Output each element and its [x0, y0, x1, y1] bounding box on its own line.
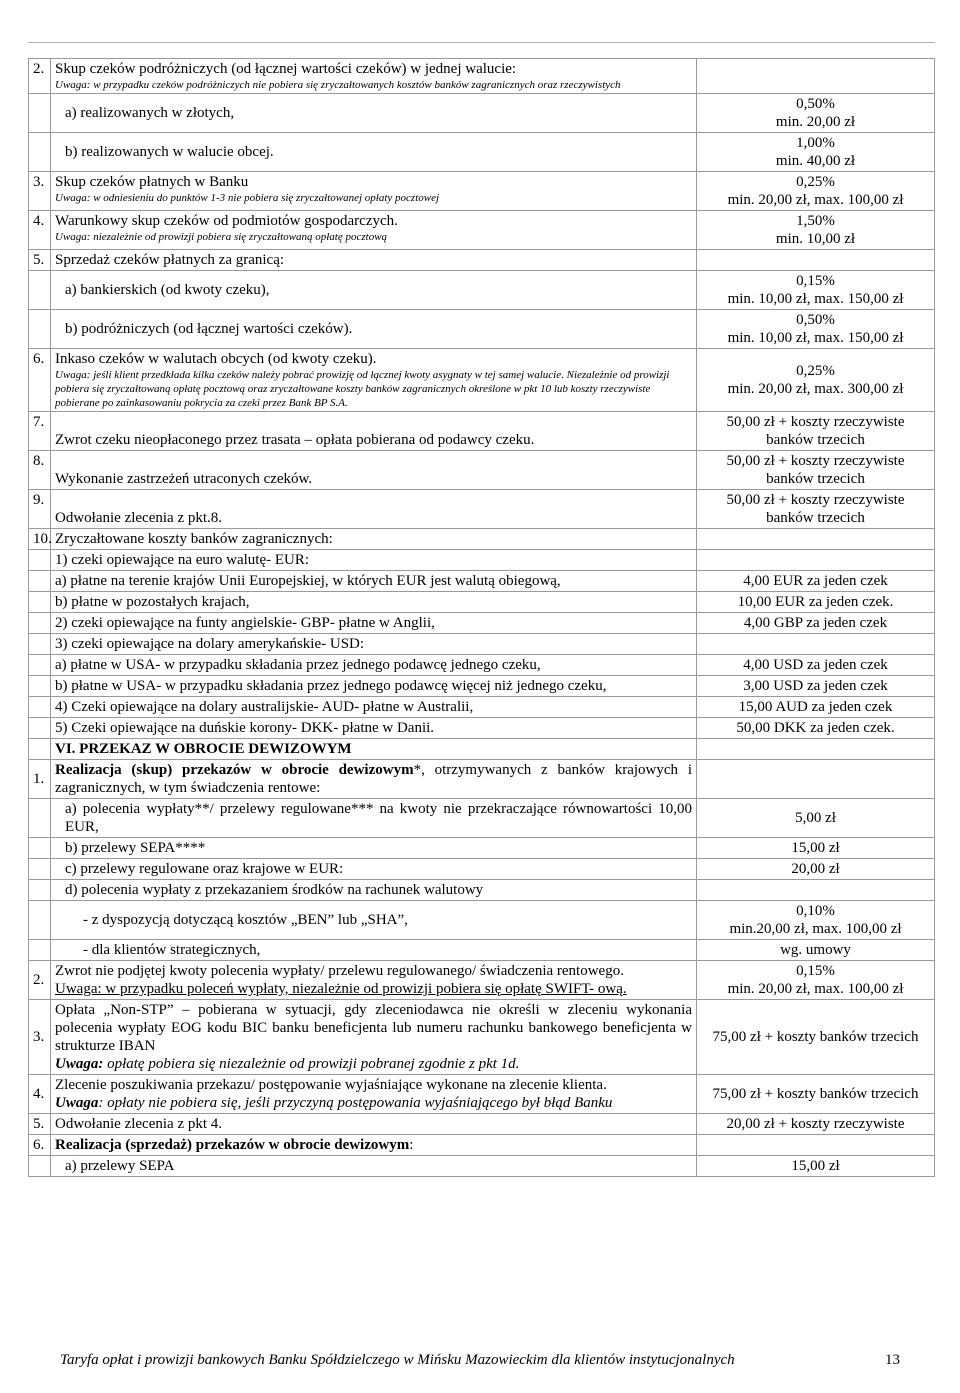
fee-value: 4,00 GBP za jeden czek [697, 613, 935, 634]
table-row [29, 349, 935, 412]
row-title: Skup czeków płatnych w Banku [55, 174, 249, 190]
table-row [29, 133, 935, 172]
fee-value: 4,00 USD za jeden czek [697, 655, 935, 676]
table-row [29, 634, 935, 655]
table-row [29, 592, 935, 613]
row-desc: c) przelewy regulowane oraz krajowe w EUR: [51, 859, 697, 880]
row-desc: a) polecenia wypłaty**/ przelewy regulowane*** na kwoty nie przekraczające równowartości 10,00 EUR, [51, 799, 697, 838]
table-row [29, 310, 935, 349]
row-desc: 4) Czeki opiewające na dolary australijskie- AUD- płatne w Australii, [51, 697, 697, 718]
row-note: opłatę pobiera się niezależnie od prowizji pobranej zgodnie z pkt 1d. [103, 1056, 520, 1072]
row-note: Uwaga: jeśli klient przedkłada kilka czeków należy pobrać prowizję od łącznej kwoty asygnaty w tej samej walucie. Niezależnie od prowizji pobiera się zryczałtowaną opłatę pocztową oraz zryczałtowane koszty banków zagranicznych określone w pkt 10 lub koszty rzeczywiste pobierane po zainkasowaniu pokrycia za czeki przez Bank BP S.A. [55, 369, 670, 409]
fee-value: banków trzecich [766, 432, 865, 448]
fee-value: 4,00 EUR za jeden czek [697, 571, 935, 592]
row-number: 1. [29, 760, 51, 799]
table-row [29, 799, 935, 838]
fee-value: 0,15% [796, 963, 835, 979]
row-desc: a) realizowanych w złotych, [51, 94, 697, 133]
table-row [29, 1075, 935, 1114]
table-row [29, 571, 935, 592]
row-title: Realizacja (skup) przekazów w obrocie dewizowym [55, 762, 414, 778]
fee-value: 50,00 zł + koszty rzeczywiste [726, 414, 905, 430]
fee-value: 10,00 EUR za jeden czek. [697, 592, 935, 613]
fee-value: 5,00 zł [697, 799, 935, 838]
row-desc: b) płatne w USA- w przypadku składania przez jednego podawcę więcej niż jednego czeku, [51, 676, 697, 697]
row-note: : opłaty nie pobiera się, jeśli przyczyną postępowania wyjaśniającego był błąd Banku [98, 1095, 613, 1111]
fee-value: min. 20,00 zł, max. 100,00 zł [727, 981, 904, 997]
row-desc: d) polecenia wypłaty z przekazaniem środków na rachunek walutowy [51, 880, 697, 901]
fee-value: 15,00 zł [697, 1156, 935, 1177]
fee-value: 1,00% [796, 135, 835, 151]
fee-value: banków trzecich [766, 471, 865, 487]
row-note: Uwaga: w odniesieniu do punktów 1-3 nie pobiera się zryczałtowanej opłaty pocztowej [55, 192, 440, 204]
table-row [29, 880, 935, 901]
row-title: Inkaso czeków w walutach obcych (od kwoty czeku). [55, 351, 377, 367]
table-row [29, 760, 935, 799]
table-row [29, 739, 935, 760]
row-desc: b) realizowanych w walucie obcej. [51, 133, 697, 172]
row-title: Sprzedaż czeków płatnych za granicą: [51, 250, 697, 271]
row-number: 2. [29, 961, 51, 1000]
row-number: 5. [29, 1114, 51, 1135]
table-row [29, 451, 935, 490]
row-desc: - dla klientów strategicznych, [51, 940, 697, 961]
fee-value: min. 10,00 zł, max. 150,00 zł [727, 291, 904, 307]
fee-value: 0,10% [796, 903, 835, 919]
row-title: Wykonanie zastrzeżeń utraconych czeków. [51, 451, 697, 490]
row-desc: 5) Czeki opiewające na duńskie korony- DKK- płatne w Danii. [51, 718, 697, 739]
row-title: Skup czeków podróżniczych (od łącznej wartości czeków) w jednej walucie: [55, 61, 517, 77]
fee-value: 0,50% [796, 312, 835, 328]
table-row [29, 940, 935, 961]
fee-value: 50,00 zł + koszty rzeczywiste [726, 492, 905, 508]
row-title: Opłata „Non-STP” – pobierana w sytuacji, gdy zleceniodawca nie określi w zleceniu wykonania polecenia wypłaty EOG kodu BIC banku beneficjenta lub numeru rachunku bankowego beneficjenta w strukturze IBAN [55, 1002, 692, 1054]
fee-value: 75,00 zł + koszty banków trzecich [697, 1075, 935, 1114]
page-footer [60, 1352, 900, 1369]
row-number: 4. [29, 1075, 51, 1114]
fee-value: 0,15% [796, 273, 835, 289]
row-title: Zwrot nie podjętej kwoty polecenia wypłaty/ przelewu regulowanego/ świadczenia rentowego. [55, 963, 624, 979]
row-note: Uwaga: niezależnie od prowizji pobiera się zryczałtowaną opłatę pocztową [55, 231, 388, 243]
row-title: Zwrot czeku nieopłaconego przez trasata – opłata pobierana od podawcy czeku. [51, 412, 697, 451]
row-number: 8. [29, 451, 51, 490]
fee-value: 75,00 zł + koszty banków trzecich [697, 1000, 935, 1075]
table-row [29, 94, 935, 133]
colon: : [409, 1137, 414, 1153]
footer-text: Taryfa opłat i prowizji bankowych Banku Spółdzielczego w Mińsku Mazowieckim dla klientów instytucjonalnych [60, 1352, 735, 1368]
fee-value: min. 10,00 zł, max. 150,00 zł [727, 330, 904, 346]
row-note: Uwaga: w przypadku poleceń wypłaty, niezależnie od prowizji pobiera się opłatę SWIFT- ową. [55, 981, 627, 997]
fee-value: 0,25% [796, 363, 835, 379]
header-rule [28, 42, 935, 43]
fee-value: 3,00 USD za jeden czek [697, 676, 935, 697]
table-row [29, 1135, 935, 1156]
fee-value: 20,00 zł + koszty rzeczywiste [697, 1114, 935, 1135]
row-number: 4. [29, 211, 51, 250]
row-desc: b) podróżniczych (od łącznej wartości czeków). [51, 310, 697, 349]
row-number: 6. [29, 349, 51, 412]
row-title: Zryczałtowane koszty banków zagranicznych: [51, 529, 697, 550]
row-number: 5. [29, 250, 51, 271]
table-row [29, 412, 935, 451]
row-desc: a) płatne w USA- w przypadku składania przez jednego podawcę jednego czeku, [51, 655, 697, 676]
table-row [29, 271, 935, 310]
table-row [29, 1156, 935, 1177]
row-desc: a) bankierskich (od kwoty czeku), [51, 271, 697, 310]
row-desc: - z dyspozycją dotyczącą kosztów „BEN” lub „SHA”, [51, 901, 697, 940]
row-title: Realizacja (sprzedaż) przekazów w obrocie dewizowym [55, 1137, 410, 1153]
row-desc: a) płatne na terenie krajów Unii Europejskiej, w których EUR jest walutą obiegową, [51, 571, 697, 592]
table-row [29, 613, 935, 634]
fee-table [28, 58, 935, 1177]
table-row [29, 172, 935, 211]
row-desc: b) przelewy SEPA**** [51, 838, 697, 859]
page-number: 13 [885, 1352, 900, 1368]
table-row [29, 1114, 935, 1135]
fee-value: 15,00 AUD za jeden czek [697, 697, 935, 718]
note-label: Uwaga: [55, 1056, 104, 1072]
row-desc: 2) czeki opiewające na funty angielskie- GBP- płatne w Anglii, [51, 613, 697, 634]
fee-value: 1,50% [796, 213, 835, 229]
table-row [29, 1000, 935, 1075]
fee-value: wg. umowy [697, 940, 935, 961]
table-row [29, 490, 935, 529]
row-note: Uwaga: w przypadku czeków podróżniczych nie pobiera się zryczałtowanych kosztów banków zagranicznych oraz rzeczywistych [55, 79, 621, 91]
row-desc: 1) czeki opiewające na euro walutę- EUR: [51, 550, 697, 571]
row-desc: b) płatne w pozostałych krajach, [51, 592, 697, 613]
row-title: Odwołanie zlecenia z pkt 4. [51, 1114, 697, 1135]
row-number: 6. [29, 1135, 51, 1156]
table-row [29, 838, 935, 859]
fee-value: min. 10,00 zł [775, 231, 856, 247]
row-number: 7. [29, 412, 51, 451]
note-label: Uwaga [55, 1095, 99, 1111]
fee-value: 0,50% [796, 96, 835, 112]
fee-value: min. 20,00 zł, max. 300,00 zł [727, 381, 904, 397]
table-row [29, 697, 935, 718]
fee-value: 50,00 DKK za jeden czek. [697, 718, 935, 739]
row-number: 9. [29, 490, 51, 529]
table-row [29, 529, 935, 550]
fee-value: 50,00 zł + koszty rzeczywiste [726, 453, 905, 469]
table-row [29, 211, 935, 250]
row-title: Zlecenie poszukiwania przekazu/ postępowanie wyjaśniające wykonane na zlecenie klienta. [55, 1077, 607, 1093]
table-row [29, 59, 935, 94]
table-row [29, 718, 935, 739]
row-number: 3. [29, 172, 51, 211]
fee-value: 0,25% [796, 174, 835, 190]
fee-value: 15,00 zł [697, 838, 935, 859]
table-row [29, 250, 935, 271]
row-desc: 3) czeki opiewające na dolary amerykańskie- USD: [51, 634, 697, 655]
row-number: 3. [29, 1000, 51, 1075]
table-row [29, 676, 935, 697]
table-row [29, 901, 935, 940]
table-row [29, 550, 935, 571]
table-row [29, 961, 935, 1000]
row-desc: a) przelewy SEPA [51, 1156, 697, 1177]
table-row [29, 655, 935, 676]
section-heading: VI. PRZEKAZ W OBROCIE DEWIZOWYM [51, 739, 697, 760]
fee-value: min. 40,00 zł [775, 153, 856, 169]
fee-value: min. 20,00 zł [775, 114, 856, 130]
row-number: 10. [29, 529, 51, 550]
row-number: 2. [29, 59, 51, 94]
fee-value: 20,00 zł [697, 859, 935, 880]
row-title: Odwołanie zlecenia z pkt.8. [51, 490, 697, 529]
row-desc: *, otrzymywanych z banków krajowych i zagranicznych, w tym świadczenia rentowe: [55, 762, 692, 796]
row-title: Warunkowy skup czeków od podmiotów gospodarczych. [55, 213, 398, 229]
table-row [29, 859, 935, 880]
fee-value: min. 20,00 zł, max. 100,00 zł [727, 192, 904, 208]
fee-value: min.20,00 zł, max. 100,00 zł [729, 921, 902, 937]
fee-value: banków trzecich [766, 510, 865, 526]
